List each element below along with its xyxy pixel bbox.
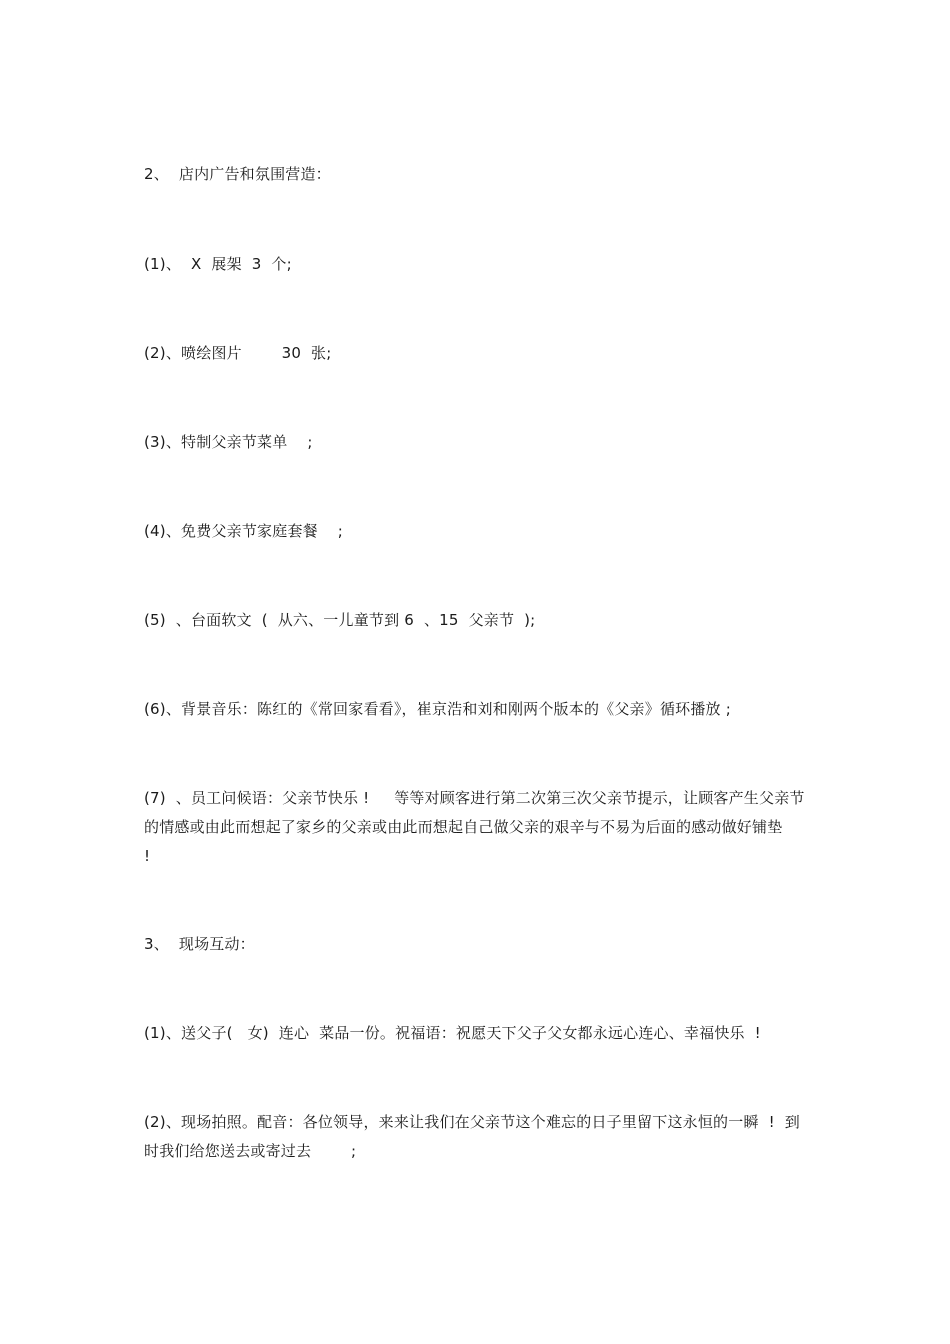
section3-item-1: (1)、送父子( 女) 连心 菜品一份。祝福语：祝愿天下父子父女都永远心连心、幸福快乐 ! (144, 1024, 761, 1042)
section2-item-4: (4)、免费父亲节家庭套餐 ; (144, 522, 343, 540)
section2-item-3: (3)、特制父亲节菜单 ; (144, 433, 313, 451)
section2-item-7: (7) 、员工问候语：父亲节快乐 ! 等等对顾客进行第二次第三次父亲节提示，让顾客产生父亲节的情感或由此而想起了家乡的父亲或由此而想起自己做父亲的艰辛与不易为后面的感动做好铺垫 ! (144, 789, 823, 865)
section2-heading: 2、 店内广告和氛围营造： (144, 165, 331, 183)
section3-heading: 3、 现场互动： (144, 935, 255, 953)
section2-item-5: (5) 、台面软文 ( 从六、一儿童节到 6 、15 父亲节 ); (144, 611, 536, 629)
section3-item-2: (2)、现场拍照。配音：各位领导，来来让我们在父亲节这个难忘的日子里留下这永恒的一瞬 ! 到时我们给您送去或寄过去 ; (144, 1113, 800, 1160)
section2-item-1: (1)、 X 展架 3 个; (144, 255, 292, 273)
section2-item-6: (6)、背景音乐：陈红的《常回家看看》，崔京浩和刘和刚两个版本的《父亲》循环播放 ; (144, 700, 731, 718)
section2-item-2: (2)、喷绘图片 30 张; (144, 344, 332, 362)
